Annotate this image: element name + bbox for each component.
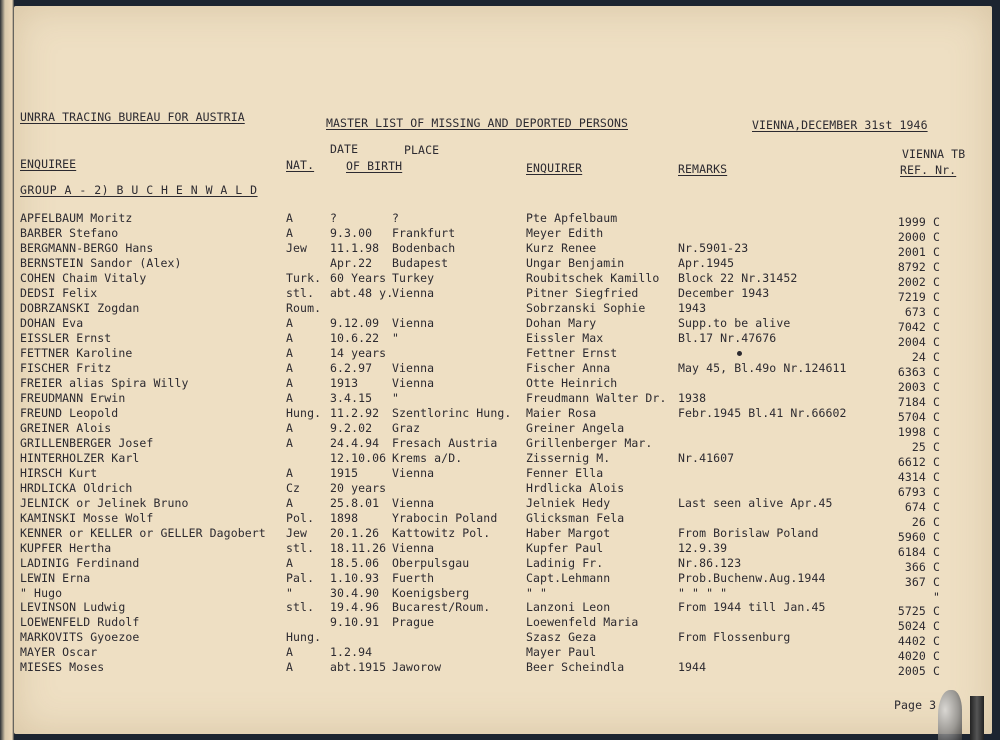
row-ref: 26 C [911,514,940,529]
row-enquiree: LEWIN Erna [20,570,91,585]
row-enquirer: Capt.Lehmann [526,570,611,585]
row-ref: 5024 C [897,619,940,634]
row-enquiree: BERGMANN-BERGO Hans [20,240,154,255]
row-enquirer: Mayer Paul [526,645,597,660]
row-place: Bodenbach [392,240,456,255]
row-nat: A [286,225,294,240]
row-nat: Hung. [286,405,322,420]
row-nat: Hung. [286,630,322,645]
group-heading: GROUP A - 2) B U C H E N W A L D [20,183,258,197]
row-ref: 2005 C [897,664,940,679]
row-ref: 6793 C [897,484,940,499]
row-ref: 2000 C [897,229,940,244]
row-nat: A [286,345,294,360]
row-place: Prague [392,615,435,630]
row-nat: A [286,495,294,510]
row-nat: " [286,585,294,600]
row-ref: 4020 C [897,649,940,664]
row-remarks: Apr.1945 [678,255,735,270]
row-date: 1.2.94 [330,645,373,660]
col-place-top: PLACE [404,143,440,157]
row-nat: A [286,645,294,660]
row-date: 9.12.09 [330,315,380,330]
row-enquiree: JELNICK or Jelinek Bruno [20,495,189,510]
row-remarks: Block 22 Nr.31452 [678,270,798,285]
row-date: 12.10.06 [330,450,387,465]
row-remarks: Nr.41607 [678,450,735,465]
row-enquiree: FREIER alias Spira Willy [20,375,189,390]
col-enquirer: ENQUIRER [526,161,583,175]
row-enquiree: LOEWENFELD Rudolf [20,615,140,630]
row-enquiree: HIRSCH Kurt [20,465,98,480]
scan-binding-edge [0,0,14,740]
row-ref: 367 C [904,574,940,589]
row-place: Bucarest/Roum. [392,600,491,615]
row-place: Kattowitz Pol. [392,525,491,540]
col-date-top: DATE [330,142,359,156]
col-remarks: REMARKS [678,162,728,176]
row-date: 6.2.97 [330,360,373,375]
row-date: 25.8.01 [330,495,380,510]
row-place: Fresach Austria [392,435,498,450]
row-enquirer: Freudmann Walter Dr. [526,390,667,405]
row-nat: A [286,330,294,345]
row-enquiree: EISSLER Ernst [20,330,112,345]
row-enquiree: HINTERHOLZER Karl [20,450,140,465]
row-remarks: 12.9.39 [678,540,728,555]
row-date: 1913 [330,375,359,390]
row-enquiree: FETTNER Karoline [20,345,133,360]
row-remarks: Nr.5901-23 [678,240,749,255]
row-date: Apr.22 [330,255,373,270]
row-enquirer: Kurz Renee [526,240,597,255]
ink-dot [737,351,742,356]
row-place: Jaworow [392,660,442,675]
row-place: Vienna [392,465,435,480]
row-ref: 5960 C [897,529,940,544]
row-remarks: May 45, Bl.49o Nr.124611 [678,360,847,375]
row-place: Frankfurt [392,225,456,240]
row-enquirer: Maier Rosa [526,405,597,420]
row-date: 30.4.90 [330,585,380,600]
row-date: 9.2.02 [330,420,373,435]
row-ref: 25 C [911,439,940,454]
org-title: UNRRA TRACING BUREAU FOR AUSTRIA [20,110,245,124]
row-enquiree: DOBRZANSKI Zogdan [20,300,140,315]
row-nat: Jew [286,240,308,255]
row-enquirer: Meyer Edith [526,225,604,240]
row-enquirer: Pitner Siegfried [526,285,639,300]
row-remarks: December 1943 [678,285,770,300]
col-enquiree: ENQUIREE [20,157,77,171]
row-nat: stl. [286,285,315,300]
row-ref: 6612 C [897,454,940,469]
row-ref: 2003 C [897,379,940,394]
row-nat: Turk. [286,270,322,285]
row-place: Oberpulsgau [392,555,470,570]
row-ref: 5725 C [897,604,940,619]
row-ref: 2002 C [897,274,940,289]
row-enquiree: BERNSTEIN Sandor (Alex) [20,255,182,270]
row-nat: Pol. [286,510,315,525]
row-nat: Cz [286,480,301,495]
row-enquiree: APFELBAUM Moritz [20,211,133,225]
row-ref: 4314 C [897,469,940,484]
row-date: 24.4.94 [330,435,380,450]
row-enquiree: FREUND Leopold [20,405,119,420]
row-place: Vienna [392,540,435,555]
row-enquiree: LADINIG Ferdinand [20,555,140,570]
col-nat: NAT. [286,158,315,172]
row-nat: A [286,435,294,450]
row-enquirer: Beer Scheindla [526,660,625,675]
row-remarks: Febr.1945 Bl.41 Nr.66602 [678,405,847,420]
row-date: 1898 [330,510,359,525]
row-place: Vienna [392,495,435,510]
row-place: Graz [392,420,421,435]
row-enquirer: Hrdlicka Alois [526,480,625,495]
row-enquiree: GRILLENBERGER Josef [20,435,154,450]
row-nat: A [286,211,294,225]
row-enquirer: Fischer Anna [526,360,611,375]
binder-ring [938,690,962,740]
col-ref-top: VIENNA TB [902,147,966,161]
row-enquirer: Glicksman Fela [526,510,625,525]
row-enquiree: MIESES Moses [20,660,105,675]
row-nat: A [286,390,294,405]
row-place: " [392,390,400,405]
row-ref: 7184 C [897,394,940,409]
row-nat: A [286,465,294,480]
row-ref: 7042 C [897,319,940,334]
row-enquirer: Haber Margot [526,525,611,540]
row-enquirer: Fettner Ernst [526,345,618,360]
row-date: 19.4.96 [330,600,380,615]
row-nat: A [286,420,294,435]
row-enquiree: DOHAN Eva [20,315,84,330]
row-remarks: " " " " [678,585,728,600]
row-place: Budapest [392,255,449,270]
row-ref: 5704 C [897,409,940,424]
row-date: 11.2.92 [330,405,380,420]
row-place: ? [392,211,400,225]
row-remarks: From Flossenburg [678,630,791,645]
row-date: abt.48 y. [330,285,394,300]
row-nat: A [286,660,294,675]
row-enquiree: KUPFER Hertha [20,540,112,555]
row-enquirer: Greiner Angela [526,420,625,435]
row-place: Vienna [392,360,435,375]
row-place: Szentlorinc Hung. [392,405,512,420]
row-enquiree: DEDSI Felix [20,285,98,300]
row-remarks: Supp.to be alive [678,315,791,330]
row-ref: 1998 C [897,424,940,439]
row-enquiree: " Hugo [20,585,63,600]
row-date: 3.4.15 [330,390,373,405]
row-enquiree: MAYER Oscar [20,645,98,660]
row-enquiree: LEVINSON Ludwig [20,600,126,615]
row-place: Fuerth [392,570,435,585]
row-ref: 674 C [904,499,940,514]
row-ref: 24 C [911,349,940,364]
row-enquirer: Otte Heinrich [526,375,618,390]
row-enquiree: KENNER or KELLER or GELLER Dagobert [20,525,266,540]
row-enquiree: FISCHER Fritz [20,360,112,375]
row-ref: 2001 C [897,244,940,259]
row-nat: stl. [286,540,315,555]
row-remarks: 1944 [678,660,707,675]
row-enquiree: MARKOVITS Gyoezoe [20,630,140,645]
row-date: 14 years [330,345,387,360]
place-date: VIENNA,DECEMBER 31st 1946 [752,118,928,132]
row-date: 20 years [330,480,387,495]
row-ref: " [932,589,940,604]
row-nat: A [286,375,294,390]
row-ref: 6184 C [897,544,940,559]
col-of-birth: OF BIRTH [346,159,403,173]
row-enquirer: Grillenberger Mar. [526,435,653,450]
row-place: Yrabocin Poland [392,510,498,525]
row-enquirer: Szasz Geza [526,630,597,645]
row-ref: 8792 C [897,259,940,274]
row-place: Vienna [392,315,435,330]
row-enquirer: Fenner Ella [526,465,604,480]
row-nat: Pal. [286,570,315,585]
row-date: abt.1915 [330,660,387,675]
row-remarks: Nr.86.123 [678,555,742,570]
row-date: 18.11.26 [330,540,387,555]
row-date: 1.10.93 [330,570,380,585]
row-date: 10.6.22 [330,330,380,345]
row-enquiree: BARBER Stefano [20,225,119,240]
row-enquirer: Zissernig M. [526,450,611,465]
row-date: 11.1.98 [330,240,380,255]
row-ref: 366 C [904,559,940,574]
page-number: Page 3 [894,698,937,712]
row-enquiree: KAMINSKI Mosse Wolf [20,510,154,525]
row-enquirer: Jelniek Hedy [526,495,611,510]
row-remarks: 1938 [678,390,707,405]
row-remarks: From 1944 till Jan.45 [678,600,826,615]
row-place: Turkey [392,270,435,285]
row-remarks: From Borislaw Poland [678,525,819,540]
row-place: Krems a/D. [392,450,463,465]
row-date: 9.10.91 [330,615,380,630]
col-ref-bottom: REF. Nr. [900,163,957,177]
row-ref: 4402 C [897,634,940,649]
row-enquirer: Dohan Mary [526,315,597,330]
list-title: MASTER LIST OF MISSING AND DEPORTED PERSONS [326,116,629,130]
row-nat: A [286,360,294,375]
row-nat: Jew [286,525,308,540]
row-remarks: 1943 [678,300,707,315]
row-date: 9.3.00 [330,225,373,240]
row-nat: A [286,315,294,330]
row-ref: 6363 C [897,364,940,379]
binder-clip [970,696,984,740]
row-date: 20.1.26 [330,525,380,540]
row-enquirer: Eissler Max [526,330,604,345]
row-nat: Roum. [286,300,322,315]
row-date: 60 Years [330,270,387,285]
row-enquiree: GREINER Alois [20,420,112,435]
row-enquiree: FREUDMANN Erwin [20,390,126,405]
row-enquirer: Roubitschek Kamillo [526,270,660,285]
row-place: Vienna [392,375,435,390]
row-remarks: Last seen alive Apr.45 [678,495,833,510]
row-nat: stl. [286,600,315,615]
row-enquiree: COHEN Chaim Vitaly [20,270,147,285]
row-ref: 1999 C [897,215,940,229]
document-sheet [14,6,992,734]
row-enquirer: Sobrzanski Sophie [526,300,646,315]
row-place: Vienna [392,285,435,300]
row-enquirer: Pte Apfelbaum [526,211,618,225]
row-enquirer: Kupfer Paul [526,540,604,555]
row-place: Koenigsberg [392,585,470,600]
row-enquirer: Loewenfeld Maria [526,615,639,630]
row-nat: A [286,555,294,570]
row-ref: 2004 C [897,334,940,349]
row-date: 18.5.06 [330,555,380,570]
row-enquiree: HRDLICKA Oldrich [20,480,133,495]
row-enquirer: Ungar Benjamin [526,255,625,270]
row-enquirer: Ladinig Fr. [526,555,604,570]
row-place: " [392,330,400,345]
row-ref: 673 C [904,304,940,319]
row-date: ? [330,211,338,225]
row-date: 1915 [330,465,359,480]
row-enquirer: " " [526,585,548,600]
row-remarks: Bl.17 Nr.47676 [678,330,777,345]
row-ref: 7219 C [897,289,940,304]
row-enquirer: Lanzoni Leon [526,600,611,615]
row-remarks: Prob.Buchenw.Aug.1944 [678,570,826,585]
